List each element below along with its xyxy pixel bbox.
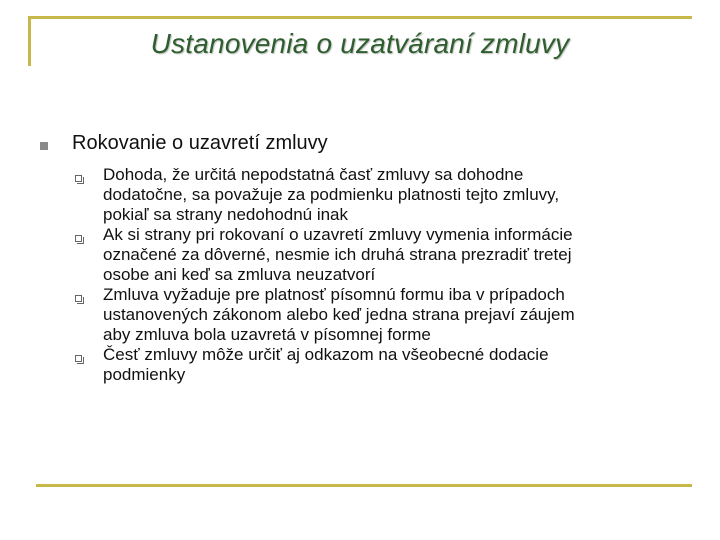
list-item xyxy=(72,285,672,345)
slide-title: Ustanovenia o uzatváraní zmluvy xyxy=(150,28,570,59)
list-item-line: ustanovených zákonom alebo keď jedna strana prejaví záujem xyxy=(103,305,575,324)
list-item xyxy=(72,165,672,225)
hollow-square-bullet-icon xyxy=(75,175,82,182)
section-heading-label: Rokovanie o uzavretí zmluvy xyxy=(72,132,328,154)
list-item-line: Zmluva vyžaduje pre platnosť písomnú formu iba v prípadoch xyxy=(103,285,565,304)
list-item-line: Česť zmluvy môže určiť aj odkazom na všeobecné dodacie xyxy=(103,345,549,364)
list-item-line: dodatočne, sa považuje za podmienku platnosti tejto zmluvy, xyxy=(103,185,560,204)
list-item-line: aby zmluva bola uzavretá v písomnej forme xyxy=(103,325,431,344)
list-item-line: podmienky xyxy=(103,365,186,384)
hollow-square-bullet-icon xyxy=(75,235,82,242)
list-item-line: označené za dôverné, nesmie ich druhá strana prezradiť tretej xyxy=(103,245,572,264)
list-item xyxy=(72,225,672,285)
list-item xyxy=(72,345,672,385)
square-bullet-icon xyxy=(40,142,48,150)
top-frame-line xyxy=(28,16,692,19)
list-item-line: Ak si strany pri rokovaní o uzavretí zmluvy vymenia informácie xyxy=(103,225,573,244)
list-item-line: pokiaľ sa strany nedohodnú inak xyxy=(103,205,349,224)
bottom-frame-line xyxy=(36,484,692,487)
list-item-line: Dohoda, že určitá nepodstatná časť zmluvy sa dohodne xyxy=(103,165,524,184)
hollow-square-bullet-icon xyxy=(75,355,82,362)
list-item-line: osobe ani keď sa zmluva neuzatvorí xyxy=(103,265,376,284)
hollow-square-bullet-icon xyxy=(75,295,82,302)
section-bullet-list xyxy=(72,165,672,385)
